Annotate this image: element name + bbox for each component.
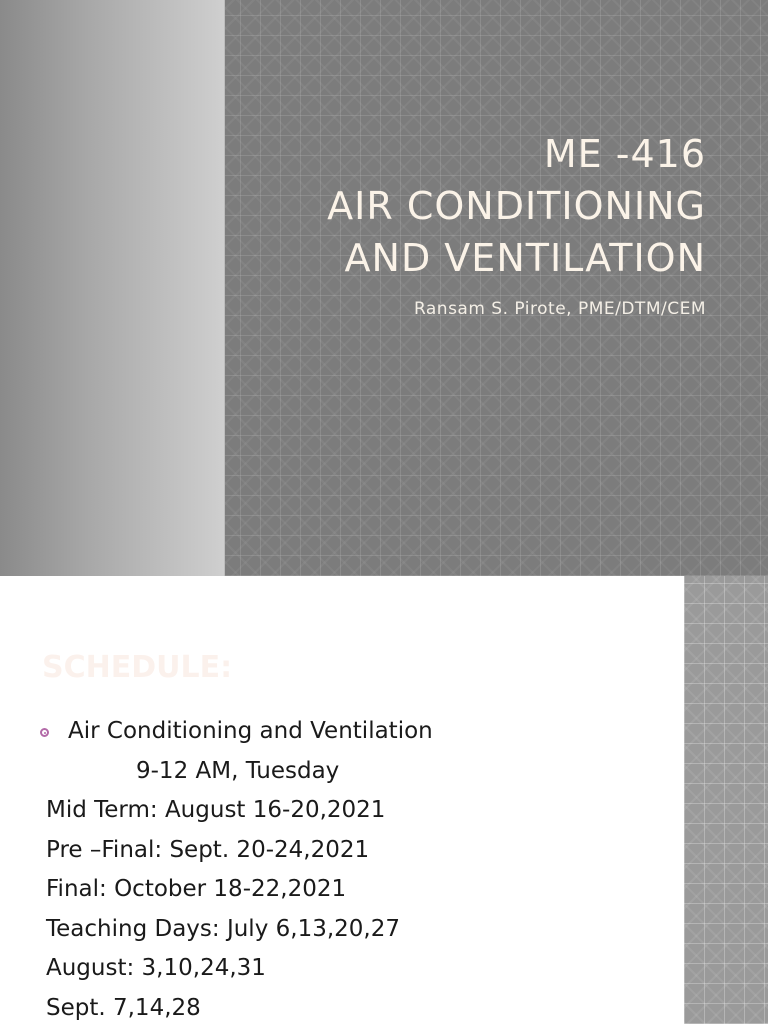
schedule-line-teaching-days: Teaching Days: July 6,13,20,27: [46, 916, 400, 942]
schedule-heading: SCHEDULE:: [42, 650, 233, 685]
schedule-line-final: Final: October 18-22,2021: [46, 876, 347, 902]
schedule-line-midterm: Mid Term: August 16-20,2021: [46, 797, 386, 823]
slide-subtitle-author: Ransam S. Pirote, PME/DTM/CEM: [413, 299, 706, 319]
title-line-2: AND VENTILATION: [344, 236, 706, 280]
bullet-item-course: Air Conditioning and Ventilation: [68, 718, 433, 744]
left-gradient-band: [0, 0, 225, 576]
schedule-line-august: August: 3,10,24,31: [46, 955, 266, 981]
slide-title: [327, 128, 706, 284]
circle-bullet-icon: [40, 728, 49, 737]
schedule-line-prefinal: Pre –Final: Sept. 20-24,2021: [46, 837, 370, 863]
course-time: 9-12 AM, Tuesday: [136, 758, 340, 784]
title-line-1: AIR CONDITIONING: [327, 184, 706, 228]
title-line-course-code: ME -416: [543, 132, 706, 176]
schedule-line-september: Sept. 7,14,28: [46, 995, 201, 1021]
right-pattern-band: [684, 576, 768, 1024]
